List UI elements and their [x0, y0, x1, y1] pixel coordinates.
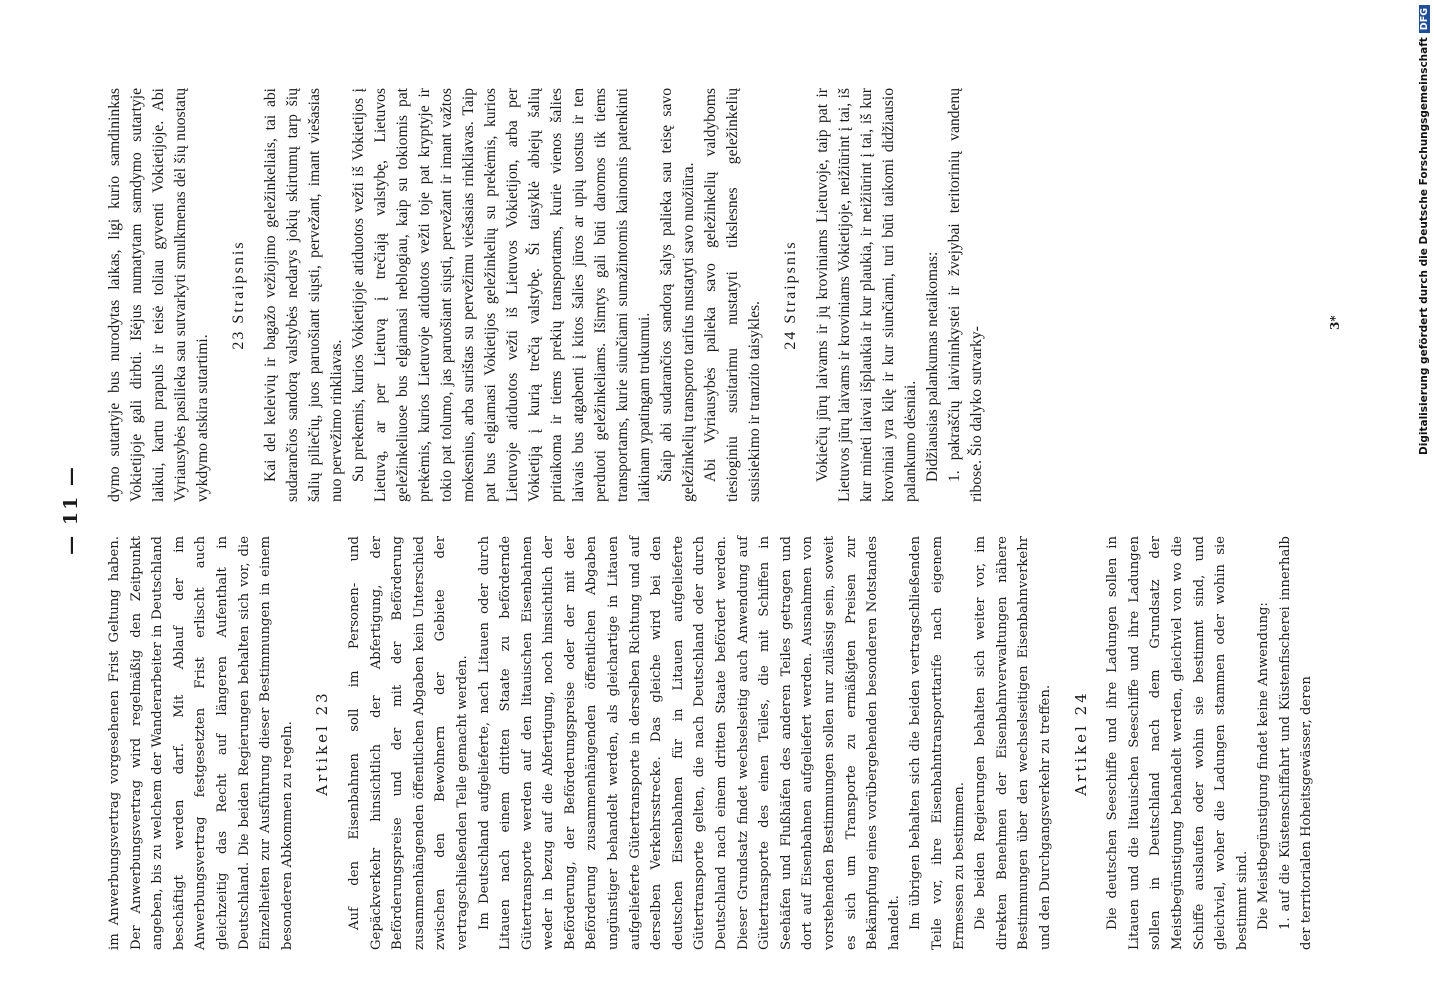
lithuanian-paragraph: 1. pakraščių laivininkystei ir žvejybai teritorinių vandenų ribose. Šio dalyko sutvarky-: [946, 88, 985, 502]
dfg-logo: DFG: [1419, 5, 1430, 33]
lithuanian-article-24-heading: 24 Straipsnis: [782, 240, 799, 350]
lithuanian-paragraph: Su prekemis, kurios Vokietijoje atiduotos vežti iš Vokietijos į Lietuvą, ar per Lietuvą į trečiają valstybę, Lietuvos geležinkeliuose bus elgiamasi neblogiau, kaip su tokiomis pat prekėmis, kurios Lietuvoje atiduotos vežti toje pat kryptyje ir tokio pat tolumo, jas paruošiant siųsti, pervežant ir imant važtos mokesnius, arba surištas su pervežimu viešasias rinkliavas. Taip pat bus elgiamasi Vokietijos geležinkelių su prekėmis, kurios Lietuvoje atiduotos vežti iš Lietuvos Vokietijon, arba per Vokietiją į kurią trečią valstybę. Ši taisyklė abiejų šalių pritaikoma ir tiems prekių transportams, kurie vienos šalies laivais bus atgabenti į kitos šalies jūros ar upių uostus ir ten perduoti geležinkeliams. Išimtys gali būti daromos tik tiems transportams, kurie siunčiami sumažintomis kainomis patenkinti laikinam ypatingam trukumui.: [350, 88, 653, 502]
german-paragraph: Die Meistbegünstigung findet keine Anwendung:: [1256, 602, 1272, 930]
german-paragraph: im Anwerbungsvertrag vorgesehenen Frist Geltung haben. Der Anwerbungsvertrag wird regelmäßig den Zeitpunkt angeben, bis zu welchem der Wanderarbeiter in Deutschland beschäftigt werden darf. Mit Ablauf der im Anwerbungsvertrag festgesetzten Frist erlischt auch gleichzeitig das Recht auf längeren Aufenthalt in Deutschland. Die beiden Regierungen behalten sich vor, die Einzelheiten zur Ausführung dieser Bestimmungen in einem besonderen Abkommen zu regeln.: [107, 536, 295, 950]
german-column: [104, 536, 1318, 950]
page-number: — 11 —: [60, 465, 82, 555]
lithuanian-paragraph: Kai del keleivių ir bagažo vežiojimo geležinkeliais, tai abi sudarančios sandorą valstybės nedarys jokių skirtumų tarp šių šalių piliečių, juos paruošiant siųsti, pervežant, imant viešasias nuo pervežimo rinkliavas.: [262, 88, 345, 502]
german-paragraph: Die deutschen Seeschiffe und ihre Ladungen sollen in Litauen und die litauischen Seeschiffe und ihre Ladungen sollen in Deutschland nach dem Grundsatz der Meistbegünstigung behandelt werden, gleichviel von wo die Schiffe auslaufen oder wohin sie bestimmt sind, und gleichviel, woher die Ladungen stammen oder wohin sie bestimmt sind.: [1105, 536, 1250, 950]
rotated-document-page: [60, 70, 1380, 950]
lithuanian-paragraph: dymo sutartyje bus nurodytas laikas, ligi kurio samdininkas Vokietijoje gali dirbti. Išėjus numatytam samdymo sutartyje laikui, kartu prapuls ir teisė toliau gyventi Vokietijoje. Abi Vyriausybės pasilieka sau sutvarkyti smulkmenas dėl šių nuostatų vykdymo atskira sutartimi.: [106, 88, 211, 502]
digitization-credit: [1416, 5, 1432, 995]
lithuanian-column: [104, 88, 988, 502]
lithuanian-article-23-heading: 23 Straipsnis: [230, 240, 247, 350]
german-paragraph: 1. auf die Küstenschiffahrt und Küstenfischerei innerhalb der territorialen Hoheitsgewässer, deren: [1277, 536, 1315, 950]
lithuanian-paragraph: Abi Vyriausybės palieka savo geležinkelių valdyboms tiesioginiu susitarimu nustatyti tikslesnes geležinkelių susisiekimo ir tranzito taisykles.: [702, 88, 763, 502]
lithuanian-paragraph: Vokiečių jūrų laivams ir jų kroviniams Lietuvoje, taip pat ir Lietuvos jūrų laivams ir kroviniams Vokietijoje, neižiūrint į tai, iš kur minėti laivai išplaukia ir kur plaukia, ir neižiūrint į tai, iš kur kroviniai yra kilę ir kur siunčiami, turi būti taikomi didžiausio palankumo dėsniai.: [814, 88, 919, 502]
german-paragraph: Im Deutschland aufgelieferte, nach Litauen oder durch Litauen nach einem dritten Staate zu befördernde Gütertransporte werden auf den litauischen Eisenbahnen weder in bezug auf die Abfertigung, noch hinsichtlich der Beförderung, der Beförderungspreise oder der mit der Beförderung zusammenhängenden öffentlichen Abgaben ungünstiger behandelt werden, als gleichartige in Litauen aufgelieferte Gütertransporte in derselben Richtung und auf derselben Verkehrsstrecke. Das gleiche wird bei den deutschen Eisenbahnen für in Litauen aufgelieferte Gütertransporte gelten, die nach Deutschland oder durch Deutschland nach einem dritten Staate befördert werden. Dieser Grundsatz findet wechselseitig auch Anwendung auf Gütertransporte des einen Teiles, die mit Schiffen in Seehäfen und Flußhäfen des anderen Teiles getragen und dort auf Eisenbahnen aufgeliefert werden. Ausnahmen von vorstehenden Bestimmungen sollen nur zulässig sein, soweit es sich um Transporte zu ermäßigten Preisen zur Bekämpfung eines vorübergehenden besonderen Notstandes handelt.: [476, 536, 902, 950]
lithuanian-paragraph: Šiaip abi sudarančios sandorą šalys palieka sau teisę savo geležinkelių transporto tarifus nustatyti savo nuožiūra.: [658, 88, 697, 502]
lithuanian-paragraph: Didžiausias palankumas netaikomas:: [924, 251, 941, 482]
german-paragraph: Die beiden Regierungen behalten sich weiter vor, im direkten Benehmen der Eisenbahnverwaltungen nähere Bestimmungen über den wechselseitigen Eisenbahnverkehr und den Durchgangsverkehr zu treffen.: [973, 536, 1053, 950]
signature-mark: 3*: [1328, 315, 1342, 330]
credit-text: Digitalisierung gefördert durch die Deutsche Forschungsgemeinschaft: [1418, 37, 1430, 455]
german-paragraph: Im übrigen behalten sich die beiden vertragschließenden Teile vor, ihre Eisenbahntransporttarife nach eigenem Ermessen zu bestimmen.: [908, 536, 967, 950]
german-article-23-heading: Artikel 23: [313, 690, 332, 796]
german-article-24-heading: Artikel 24: [1071, 690, 1090, 796]
german-paragraph: Auf den Eisenbahnen soll im Personen- und Gepäckverkehr hinsichtlich der Abfertigung, der Beförderungspreise und der mit der Beförderung zusammenhängenden öffentlichen Abgaben kein Unterschied zwischen den Bewohnern der Gebiete der vertragschließenden Teile gemacht werden.: [346, 536, 470, 950]
